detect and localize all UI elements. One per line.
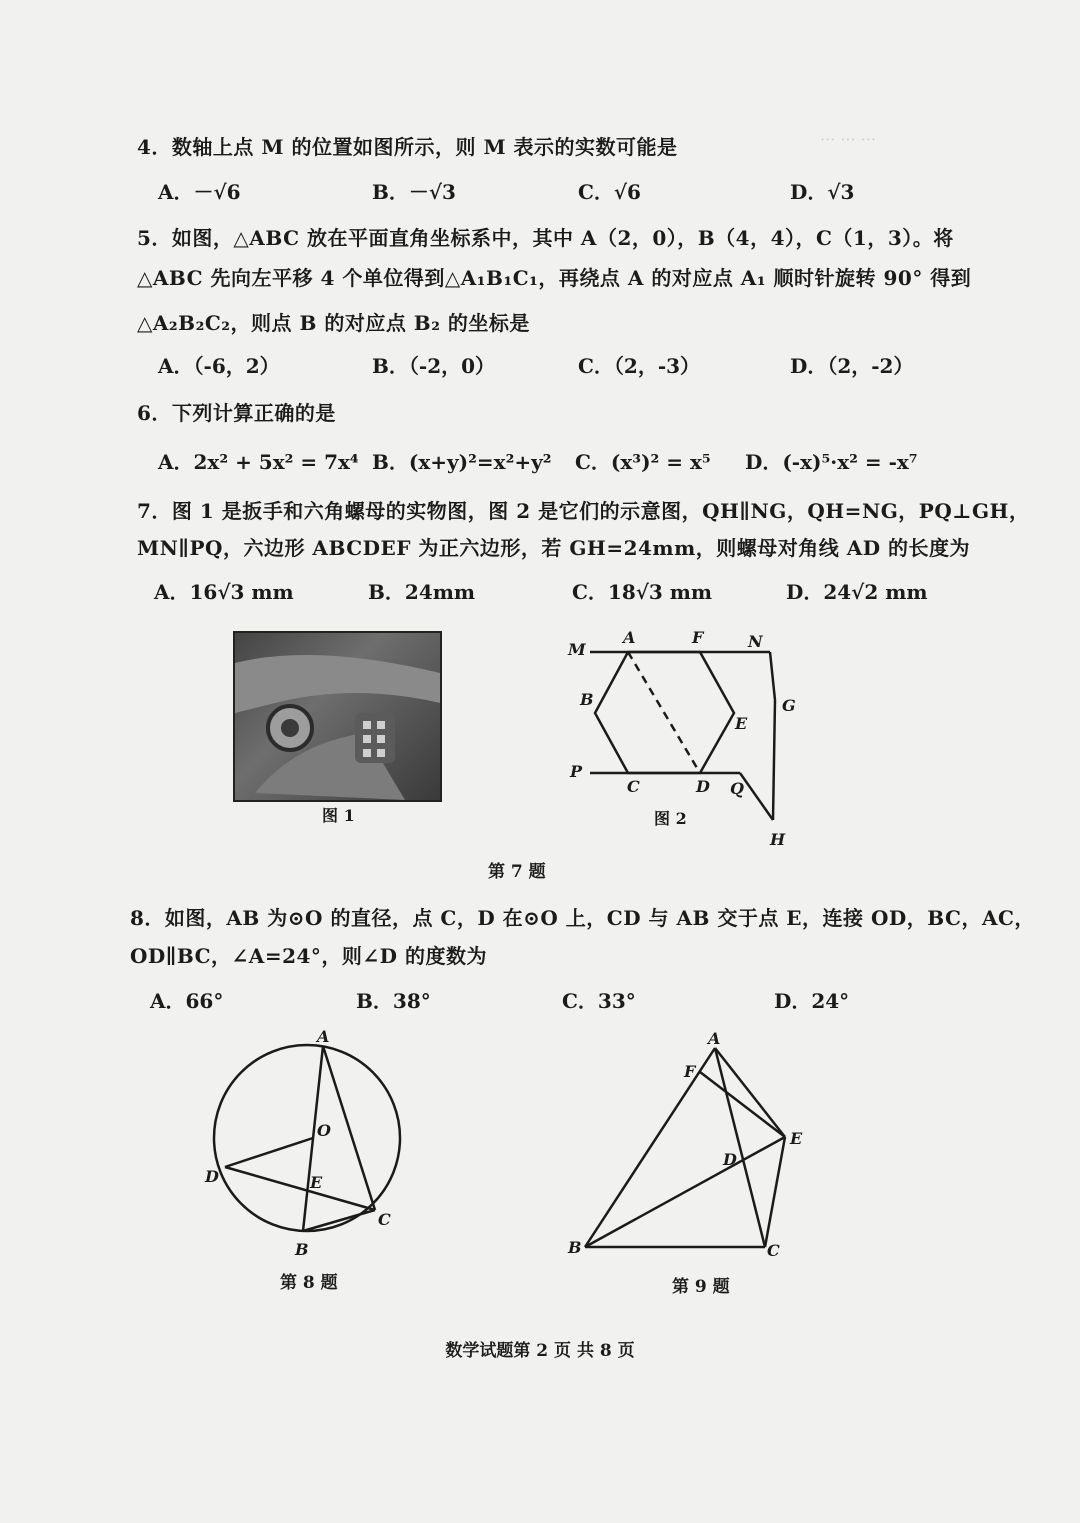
point-c-label: C	[767, 1241, 780, 1260]
fig1-caption: 图 1	[322, 806, 355, 825]
q7-option-c: C．18√3 mm	[572, 580, 713, 604]
q8-option-b: B．38°	[356, 989, 431, 1013]
q4-option-c: C．√6	[578, 180, 641, 204]
q7-line-1: 7．图 1 是扳手和六角螺母的实物图，图 2 是它们的示意图，QH∥NG，QH=NG，PQ⊥GH，	[137, 499, 1030, 523]
point-c-label: C	[378, 1210, 391, 1229]
point-e-label: E	[310, 1173, 323, 1192]
point-f-label: F	[684, 1062, 696, 1081]
q7-option-d: D．24√2 mm	[786, 580, 928, 604]
fig2-caption: 图 2	[654, 809, 687, 828]
q8-option-a: A．66°	[150, 989, 224, 1013]
q6-option-b: B．(x+y)²=x²+y²	[372, 450, 552, 474]
point-f-label: F	[692, 628, 704, 647]
q7-label: 第 7 题	[488, 862, 546, 882]
q5-option-b: B．（-2，0）	[372, 354, 496, 378]
q9-triangle-figure	[560, 1030, 820, 1260]
point-d-label: D	[723, 1150, 737, 1169]
bleed-through-text: ··· ··· ···	[820, 130, 876, 149]
q8-line-2: OD∥BC，∠A=24°，则∠D 的度数为	[130, 944, 487, 968]
point-m-label: M	[568, 640, 586, 659]
point-b-label: B	[580, 690, 594, 709]
point-e-label: E	[790, 1129, 803, 1148]
q9-label: 第 9 题	[672, 1277, 730, 1297]
wrench-illustration	[235, 633, 440, 800]
q8-line-1: 8．如图，AB 为⊙O 的直径，点 C，D 在⊙O 上，CD 与 AB 交于点 E，连接 OD，BC，AC，	[130, 906, 1035, 930]
point-c-label: C	[627, 777, 640, 796]
q5-line-1: 5．如图，△ABC 放在平面直角坐标系中，其中 A（2，0），B（4，4），C（1，3）。将	[137, 226, 954, 250]
q6-option-a: A．2x² + 5x² = 7x⁴	[158, 450, 359, 474]
q5-option-d: D．（2，-2）	[790, 354, 914, 378]
point-a-label: A	[623, 628, 636, 647]
point-o-label: O	[317, 1121, 331, 1140]
q7-line-2: MN∥PQ，六边形 ABCDEF 为正六边形，若 GH=24mm，则螺母对角线 AD 的长度为	[137, 536, 971, 560]
point-e-label: E	[735, 714, 748, 733]
q8-option-c: C．33°	[562, 989, 636, 1013]
q6-stem: 6．下列计算正确的是	[137, 401, 336, 425]
q5-line-2: △ABC 先向左平移 4 个单位得到△A₁B₁C₁，再绕点 A 的对应点 A₁ 顺时针旋转 90° 得到	[137, 266, 972, 290]
page-footer: 数学试题第 2 页 共 8 页	[445, 1341, 635, 1361]
q7-option-a: A．16√3 mm	[154, 580, 294, 604]
q4-stem: 4．数轴上点 M 的位置如图所示，则 M 表示的实数可能是	[137, 135, 678, 159]
q8-circle-figure	[195, 1020, 425, 1260]
q7-option-b: B．24mm	[368, 580, 476, 604]
wrench-nut-photo	[233, 631, 442, 802]
point-b-label: B	[295, 1240, 309, 1259]
point-h-label: H	[770, 830, 786, 849]
point-d-label: D	[696, 777, 710, 796]
q8-label: 第 8 题	[280, 1273, 338, 1293]
point-p-label: P	[570, 762, 583, 781]
q6-option-d: D．(-x)⁵·x² = -x⁷	[745, 450, 918, 474]
point-d-label: D	[205, 1167, 219, 1186]
point-a-label: A	[708, 1030, 721, 1048]
point-a-label: A	[317, 1027, 330, 1046]
q4-option-d: D．√3	[790, 180, 855, 204]
q7-figure-2	[560, 625, 820, 855]
point-q-label: Q	[730, 779, 744, 798]
q6-option-c: C．(x³)² = x⁵	[575, 450, 711, 474]
q5-option-c: C．（2，-3）	[578, 354, 701, 378]
point-g-label: G	[782, 696, 796, 715]
q8-option-d: D．24°	[774, 989, 850, 1013]
q5-option-a: A．（-6，2）	[158, 354, 280, 378]
point-b-label: B	[568, 1238, 582, 1257]
q5-line-3: △A₂B₂C₂，则点 B 的对应点 B₂ 的坐标是	[137, 311, 530, 335]
q4-option-a: A．－√6	[158, 180, 241, 204]
q4-option-b: B．－√3	[372, 180, 456, 204]
point-n-label: N	[748, 632, 763, 651]
